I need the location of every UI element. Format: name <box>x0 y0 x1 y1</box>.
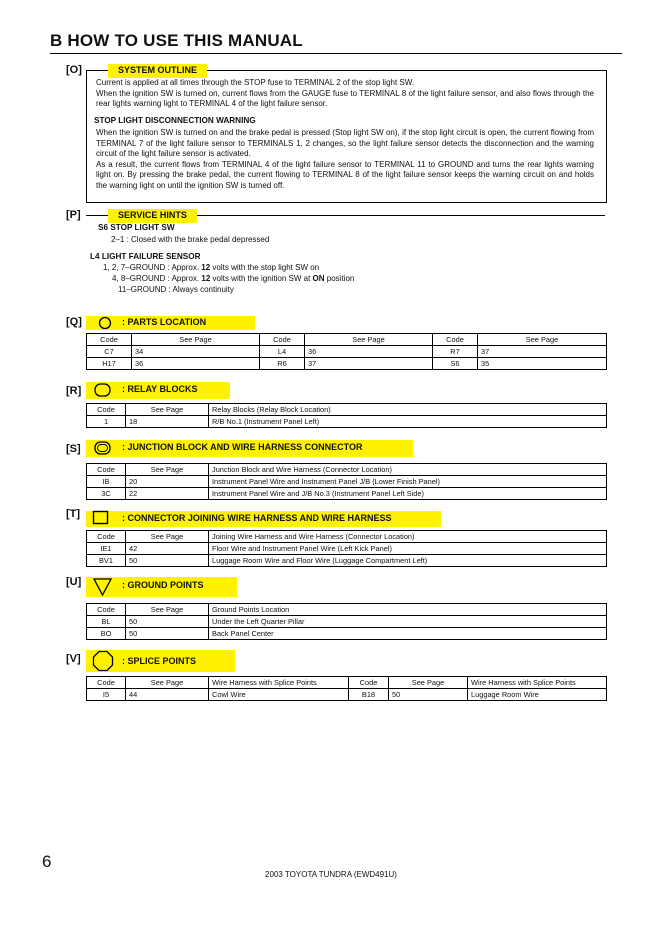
location-cell: Cowl Wire <box>209 689 349 701</box>
code-cell: 3C <box>87 488 126 500</box>
l4-hint-1-text: 1, 2, 7–GROUND : Approx. <box>103 263 202 272</box>
page-title: B HOW TO USE THIS MANUAL <box>50 31 303 50</box>
location-cell: Luggage Room Wire <box>468 689 607 701</box>
header-cell: Code <box>260 334 305 346</box>
relay-blocks-tag: : RELAY BLOCKS <box>86 382 230 399</box>
code-cell: H17 <box>87 358 132 370</box>
l4-hint-2-mid: volts with the ignition SW at <box>210 274 313 283</box>
table-row <box>87 555 607 567</box>
parts-location-tag: : PARTS LOCATION <box>86 316 255 330</box>
header-cell: See Page <box>478 334 607 346</box>
header-cell: See Page <box>126 464 209 476</box>
code-cell: 1 <box>87 416 126 428</box>
page-cell: 20 <box>126 476 209 488</box>
footer-title: 2003 TOYOTA TUNDRA (EWD491U) <box>265 870 397 879</box>
page-cell: 50 <box>389 689 468 701</box>
relay-block-icon <box>93 382 113 398</box>
page-cell: 34 <box>132 346 260 358</box>
ground-points-table <box>86 603 607 640</box>
header-cell: See Page <box>126 404 209 416</box>
system-outline-tag: SYSTEM OUTLINE <box>108 64 207 78</box>
page-cell: 44 <box>126 689 209 701</box>
code-cell: IE1 <box>87 543 126 555</box>
stop-light-warning-heading: STOP LIGHT DISCONNECTION WARNING <box>94 116 256 125</box>
code-cell: I5 <box>87 689 126 701</box>
table-row <box>87 628 607 640</box>
section-letter-v: [V] <box>66 653 81 665</box>
header-cell: Code <box>87 464 126 476</box>
header-cell: Code <box>87 404 126 416</box>
code-cell: BO <box>87 628 126 640</box>
header-cell: Code <box>87 677 126 689</box>
ground-points-tag: : GROUND POINTS <box>86 577 237 597</box>
location-cell: R/B No.1 (Instrument Panel Left) <box>209 416 607 428</box>
table-row <box>87 689 607 701</box>
header-cell: See Page <box>305 334 433 346</box>
page-cell: 50 <box>126 555 209 567</box>
header-cell: Ground Points Location <box>209 604 607 616</box>
section-letter-q: [Q] <box>66 316 82 328</box>
page-cell: 50 <box>126 616 209 628</box>
junction-block-table <box>86 463 607 500</box>
header-cell: See Page <box>132 334 260 346</box>
page-cell: 42 <box>126 543 209 555</box>
table-row <box>87 358 607 370</box>
page-cell: 22 <box>126 488 209 500</box>
table-row <box>87 616 607 628</box>
location-cell: Luggage Room Wire and Floor Wire (Luggage Compartment Left) <box>209 555 607 567</box>
splice-points-tag: : SPLICE POINTS <box>86 650 235 672</box>
l4-hint-1-tail: volts with the stop light SW on <box>210 263 320 272</box>
s6-hint: 2–1 : Closed with the brake pedal depressed <box>111 235 270 244</box>
header-cell: See Page <box>389 677 468 689</box>
code-cell: B18 <box>349 689 389 701</box>
section-letter-s: [S] <box>66 443 81 455</box>
l4-hint-3: 11–GROUND : Always continuity <box>118 285 234 294</box>
l4-hint-2-text: 4, 8–GROUND : Approx. <box>112 274 202 283</box>
relay-blocks-table <box>86 403 607 428</box>
l4-hint-1-volts: 12 <box>201 263 211 272</box>
table-row <box>87 488 607 500</box>
header-cell: Code <box>87 334 132 346</box>
parts-location-table <box>86 333 607 370</box>
header-cell: Code <box>433 334 478 346</box>
code-cell: BL <box>87 616 126 628</box>
page-cell: 37 <box>478 346 607 358</box>
l4-heading: L4 LIGHT FAILURE SENSOR <box>90 252 201 261</box>
connector-joining-tag: : CONNECTOR JOINING WIRE HARNESS AND WIRE HARNESS <box>86 511 441 527</box>
header-cell: See Page <box>126 531 209 543</box>
system-outline-box <box>86 70 607 203</box>
header-cell: Junction Block and Wire Harness (Connector Location) <box>209 464 607 476</box>
section-letter-t: [T] <box>66 508 81 520</box>
code-cell: C7 <box>87 346 132 358</box>
code-cell: IB <box>87 476 126 488</box>
splice-points-table <box>86 676 607 701</box>
location-cell: Under the Left Quarter Pillar <box>209 616 607 628</box>
service-hints-tag: SERVICE HINTS <box>108 209 197 223</box>
title-divider <box>50 53 622 54</box>
code-cell: BV1 <box>87 555 126 567</box>
code-cell: L4 <box>260 346 305 358</box>
page-cell: 50 <box>126 628 209 640</box>
l4-hint-2 <box>112 274 354 285</box>
location-cell: Back Panel Center <box>209 628 607 640</box>
splice-octagon-icon <box>91 650 115 672</box>
header-cell: Code <box>349 677 389 689</box>
outline-paragraph: When the ignition SW is turned on, current flows from the GAUGE fuse to TERMINAL 8 of the light failure sensor, and also flows through the rear lights warning light to TERMINAL 4 of the light failure sensor. <box>96 88 594 109</box>
section-letter-u: [U] <box>66 576 82 588</box>
page-number: 6 <box>42 852 52 871</box>
outline-paragraph: As a result, the current flows from TERMINAL 4 of the light failure sensor to TERMINAL 11 to GROUND and turns the rear lights warning light on. By pressing the brake pedal, the current flowing to TERMINAL 8 of the light failure sensor keeps the warning circuit on and holds the warning light on until the ignition SW is turned off. <box>96 159 594 190</box>
parts-location-circle-icon <box>98 316 114 330</box>
header-cell: Code <box>87 531 126 543</box>
table-row <box>87 476 607 488</box>
connector-square-icon <box>91 509 111 526</box>
header-cell: See Page <box>126 677 209 689</box>
code-cell: S6 <box>433 358 478 370</box>
junction-block-tag: : JUNCTION BLOCK AND WIRE HARNESS CONNECTOR <box>86 440 413 457</box>
location-cell: Instrument Panel Wire and Instrument Panel J/B (Lower Finish Panel) <box>209 476 607 488</box>
connector-joining-table <box>86 530 607 567</box>
section-letter-r: [R] <box>66 385 82 397</box>
header-cell: See Page <box>126 604 209 616</box>
code-cell: R7 <box>433 346 478 358</box>
header-cell: Wire Harness with Splice Points <box>468 677 607 689</box>
l4-hint-2-on: ON <box>312 274 325 283</box>
section-letter-o: [O] <box>66 64 82 76</box>
ground-triangle-icon <box>92 577 114 597</box>
l4-hint-2-volts: 12 <box>201 274 211 283</box>
junction-block-icon <box>93 440 113 456</box>
table-row <box>87 346 607 358</box>
l4-hint-1 <box>103 263 319 274</box>
code-cell: R6 <box>260 358 305 370</box>
section-letter-p: [P] <box>66 209 81 221</box>
location-cell: Instrument Panel Wire and J/B No.3 (Instrument Panel Left Side) <box>209 488 607 500</box>
header-cell: Joining Wire Harness and Wire Harness (Connector Location) <box>209 531 607 543</box>
table-row <box>87 543 607 555</box>
l4-hint-2-tail: position <box>324 274 355 283</box>
header-cell: Code <box>87 604 126 616</box>
page-cell: 36 <box>132 358 260 370</box>
page-cell: 36 <box>305 346 433 358</box>
header-cell: Relay Blocks (Relay Block Location) <box>209 404 607 416</box>
header-cell: Wire Harness with Splice Points <box>209 677 349 689</box>
page-cell: 37 <box>305 358 433 370</box>
page-cell: 18 <box>126 416 209 428</box>
outline-paragraph: Current is applied at all times through the STOP fuse to TERMINAL 2 of the stop light SW. <box>96 78 415 87</box>
s6-heading: S6 STOP LIGHT SW <box>98 223 175 232</box>
outline-paragraph: When the ignition SW is turned on and the brake pedal is pressed (Stop light SW on), if the stop light circuit is open, the current flowing from TERMINAL 7 of the light failure sensor to TERMINALS 1, 2 changes, so the light failure sensor detects the disconnection and the warning circuit of the light failure sensor is activated. <box>96 128 594 159</box>
location-cell: Floor Wire and Instrument Panel Wire (Left Kick Panel) <box>209 543 607 555</box>
table-row <box>87 416 607 428</box>
page-cell: 35 <box>478 358 607 370</box>
